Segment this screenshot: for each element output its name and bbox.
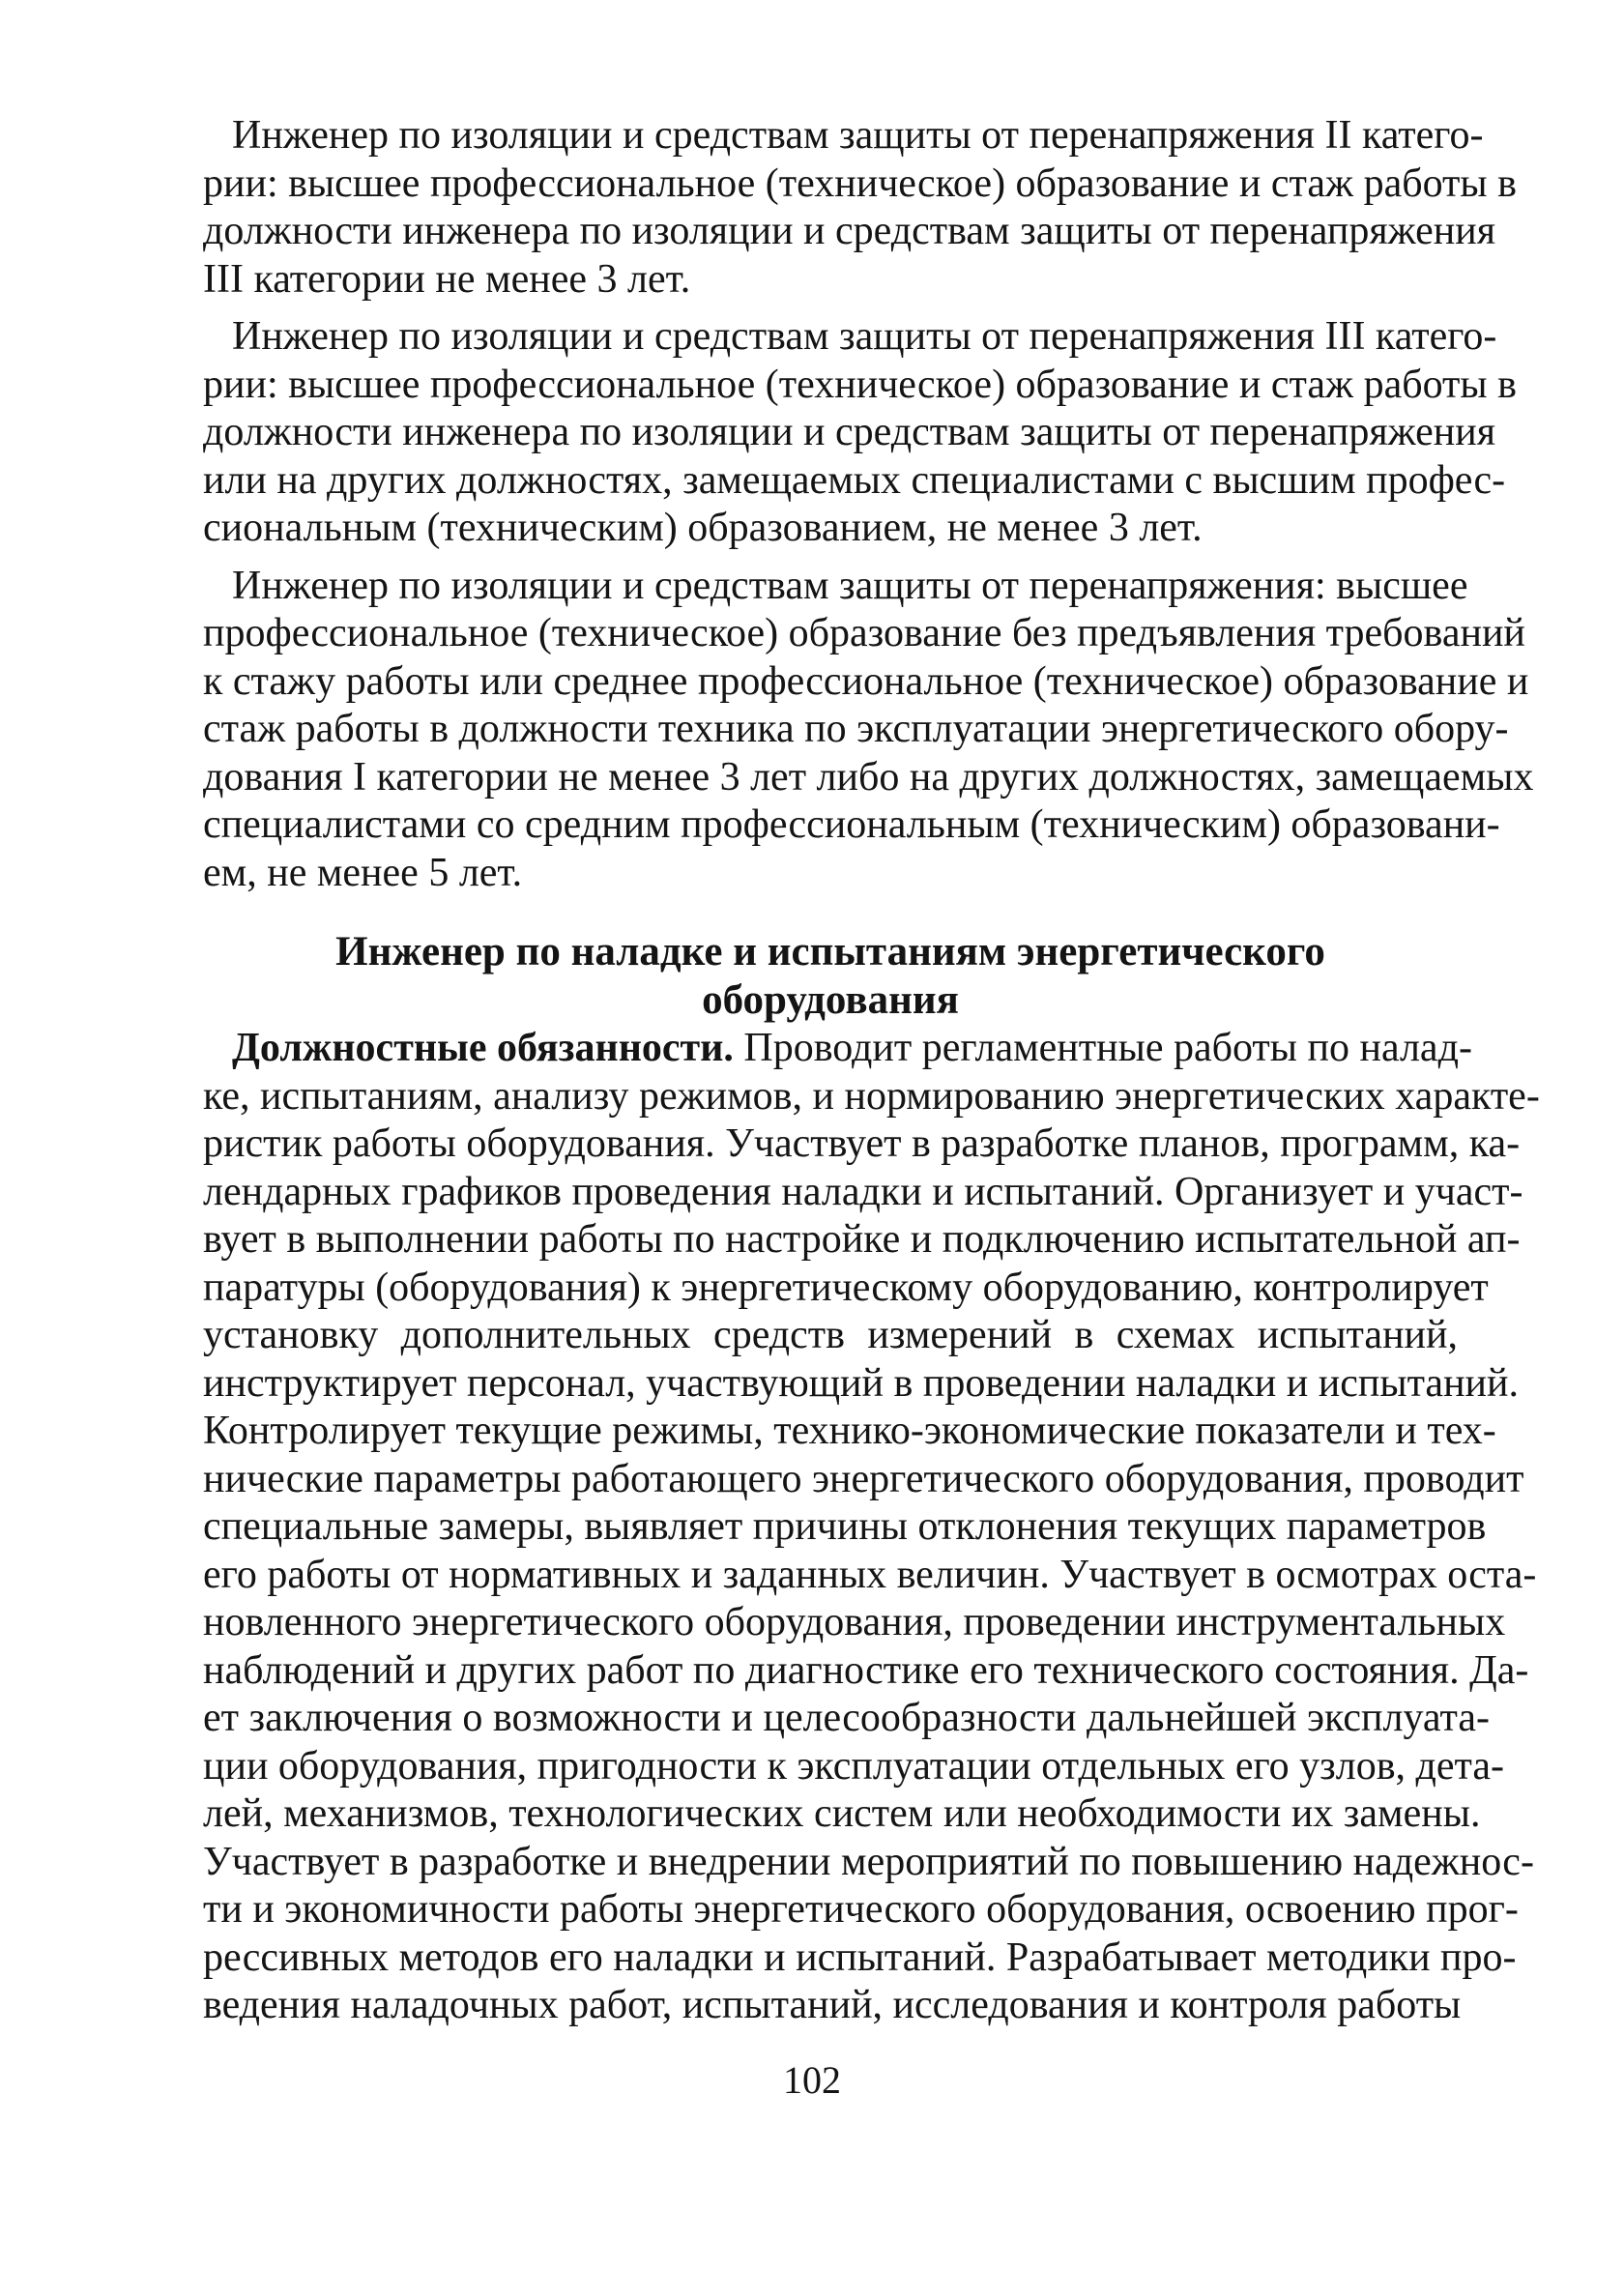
text-line: рии: высшее профессиональное (техническое) образование и стаж работы в [203,160,1517,206]
duties-lead: Должностные обязанности. [232,1026,734,1070]
page-number: 102 [783,2058,841,2102]
text-line: Инженер по изоляции и средствам защиты от перенапряжения: высшее [232,563,1468,608]
text-line: должности инженера по изоляции и средствам защиты от перенапряжения [203,209,1496,253]
paragraph-engineer-category-3 [203,313,1517,553]
section-heading-line-1: Инженер по наладке и испытаниям энергетического [335,929,1325,975]
text-line: профессиональное (техническое) образование без предъявления требований [203,611,1525,655]
paragraph-engineer-category-2 [203,112,1517,304]
text-line: специалистами со средним профессиональным (техническим) образовани- [203,802,1500,847]
text-line: рии: высшее профессиональное (техническое) образование и стаж работы в [203,362,1517,407]
text-line: Контролирует текущие режимы, технико-экономические показатели и тех- [203,1409,1496,1453]
text-line: III категории не менее 3 лет. [203,256,691,302]
section-heading-line-2: оборудования [702,977,959,1023]
text-line: стаж работы в должности техника по эксплуатации энергетического обору- [203,707,1509,751]
text-line: рессивных методов его наладки и испытаний. Разрабатывает методики про- [203,1934,1517,1980]
section-heading [203,928,1458,1025]
text-line: паратуры (оборудования) к энергетическому оборудованию, контролирует [203,1265,1489,1310]
text-line: дования I категории не менее 3 лет либо на других должностях, замещаемых [203,754,1534,800]
text-line: специальные замеры, выявляет причины отклонения текущих параметров [203,1504,1487,1549]
text-line: сиональным (техническим) образованием, не менее 3 лет. [203,506,1203,550]
text-line [203,1025,1472,1073]
text-line: должности инженера по изоляции и средствам защиты от перенапряжения [203,410,1496,454]
text-line: или на других должностях, замещаемых специалистами с высшим профес- [203,457,1506,503]
text-line: установку дополнительных средств измерений в схемах испытаний, [203,1313,1458,1357]
text-line: Инженер по изоляции и средствам защиты от перенапряжения III катего- [232,314,1497,359]
text-line: Участвует в разработке и внедрении мероприятий по повышению надежнос- [203,1839,1534,1884]
document-page [203,112,1540,2030]
paragraph-engineer-no-category [203,563,1534,898]
text-line: ти и экономичности работы энергетического оборудования, освоению прог- [203,1887,1519,1932]
text-line: ет заключения о возможности и целесообразности дальнейшей эксплуата- [203,1696,1490,1740]
text-line: ристик работы оборудования. Участвует в разработке планов, программ, ка- [203,1121,1521,1166]
text-line: лендарных графиков проведения наладки и испытаний. Организует и участ- [203,1169,1523,1214]
text-line: ведения наладочных работ, испытаний, исследования и контроля работы [203,1983,1462,2027]
text-line: наблюдений и других работ по диагностике его технического состояния. Да- [203,1647,1529,1693]
text-line: ке, испытаниям, анализу режимов, и нормированию энергетических характе- [203,1073,1540,1119]
paragraph-duties [203,1025,1540,2030]
text-line: ем, не менее 5 лет. [203,850,523,895]
text-line: вует в выполнении работы по настройке и подключению испытательной ап- [203,1217,1521,1262]
text-line: Инженер по изоляции и средствам защиты от перенапряжения II катего- [232,113,1484,158]
text-line: к стажу работы или среднее профессиональное (техническое) образование и [203,658,1529,704]
text-line: лей, механизмов, технологических систем или необходимости их замены. [203,1791,1481,1836]
duties-first-line-text: Проводит регламентные работы по налад- [733,1026,1472,1070]
text-line: его работы от нормативных и заданных величин. Участвует в осмотрах оста- [203,1552,1537,1597]
text-line: инструктирует персонал, участвующий в проведении наладки и испытаний. [203,1360,1520,1406]
text-line: нические параметры работающего энергетического оборудования, проводит [203,1456,1524,1501]
text-line: ции оборудования, пригодности к эксплуатации отдельных его узлов, дета- [203,1743,1505,1789]
text-line: новленного энергетического оборудования, проведении инструментальных [203,1600,1506,1644]
